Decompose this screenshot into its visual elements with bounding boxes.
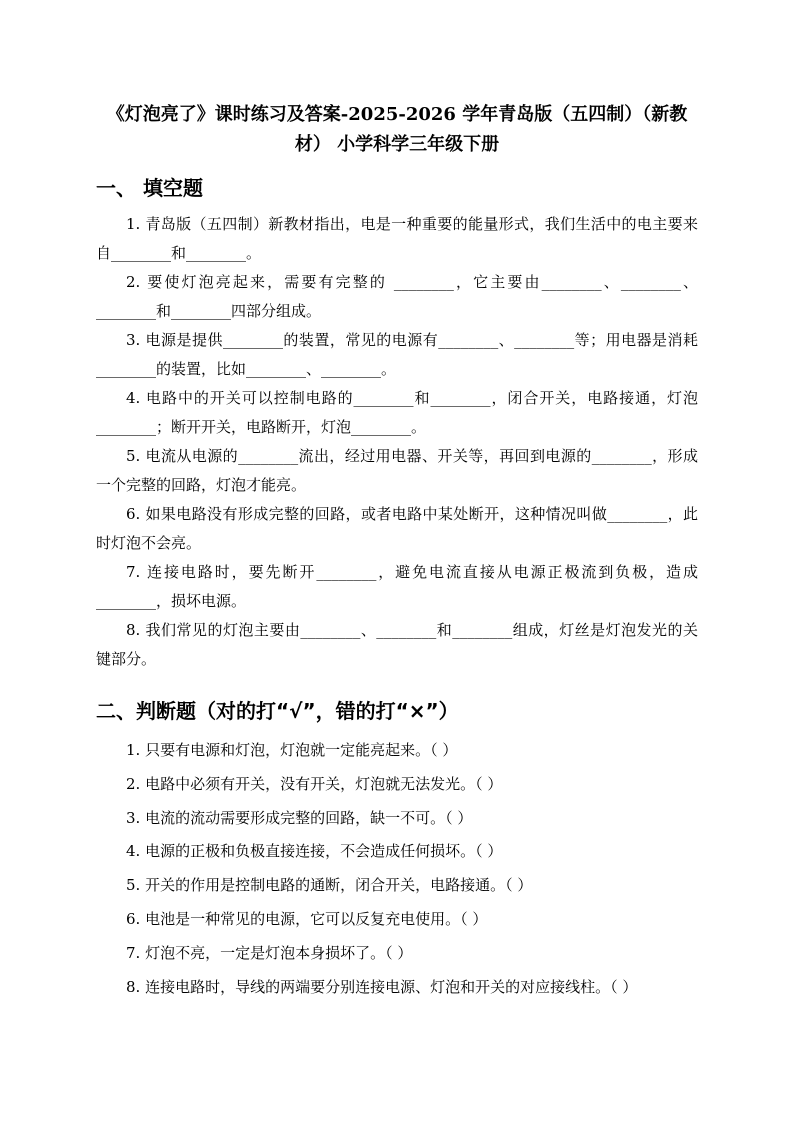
fill-in-blank-question: 6. 如果电路没有形成完整的回路，或者电路中某处断开，这种情况叫做________，此时灯泡不会亮。 [96, 505, 698, 552]
fill-in-blank-question: 1. 青岛版（五四制）新教材指出，电是一种重要的能量形式，我们生活中的电主要来自________和________。 [96, 215, 698, 262]
section-heading-fill-in-blank: 一、 填空题 [96, 176, 203, 200]
true-false-question: 6. 电池是一种常见的电源，它可以反复充电使用。（ ） [126, 909, 488, 928]
fill-in-blank-question: 2. 要使灯泡亮起来，需要有完整的 ________，它主要由________、________、________和________四部分组成。 [96, 273, 698, 320]
true-false-question: 3. 电流的流动需要形成完整的回路，缺一不可。（ ） [126, 808, 473, 827]
true-false-question: 5. 开关的作用是控制电路的通断，闭合开关，电路接通。（ ） [126, 876, 533, 895]
fill-in-blank-question-list [96, 210, 698, 674]
section-heading-true-false: 二、判断题（对的打“√”，错的打“×”） [96, 699, 459, 723]
true-false-question: 8. 连接电路时，导线的两端要分别连接电源、灯泡和开关的对应接线柱。（ ） [126, 977, 638, 996]
document-title: 《灯泡亮了》课时练习及答案-2025-2026 学年青岛版（五四制）（新教材） 小学科学三年级下册 [106, 104, 688, 155]
true-false-question: 1. 只要有电源和灯泡，灯泡就一定能亮起来。（ ） [126, 741, 458, 759]
fill-in-blank-question: 7. 连接电路时，要先断开________，避免电流直接从电源正极流到负极，造成________，损坏电源。 [96, 563, 698, 610]
true-false-question: 4. 电源的正极和负极直接连接，不会造成任何损坏。（ ） [126, 842, 503, 861]
fill-in-blank-question: 8. 我们常见的灯泡主要由________、________和________组成，灯丝是灯泡发光的关键部分。 [96, 621, 698, 668]
fill-in-blank-question: 5. 电流从电源的________流出，经过用电器、开关等，再回到电源的________，形成一个完整的回路，灯泡才能亮。 [96, 447, 698, 494]
fill-in-blank-question: 4. 电路中的开关可以控制电路的________和________，闭合开关，电路接通，灯泡________；断开开关，电路断开，灯泡________。 [96, 389, 698, 436]
fill-in-blank-question: 3. 电源是提供________的装置，常见的电源有________、________等；用电器是消耗________的装置，比如________、________。 [96, 331, 698, 378]
true-false-question: 2. 电路中必须有开关，没有开关，灯泡就无法发光。（ ） [126, 774, 503, 793]
true-false-question-list [96, 734, 698, 1004]
true-false-question: 7. 灯泡不亮，一定是灯泡本身损坏了。（ ） [126, 943, 413, 962]
